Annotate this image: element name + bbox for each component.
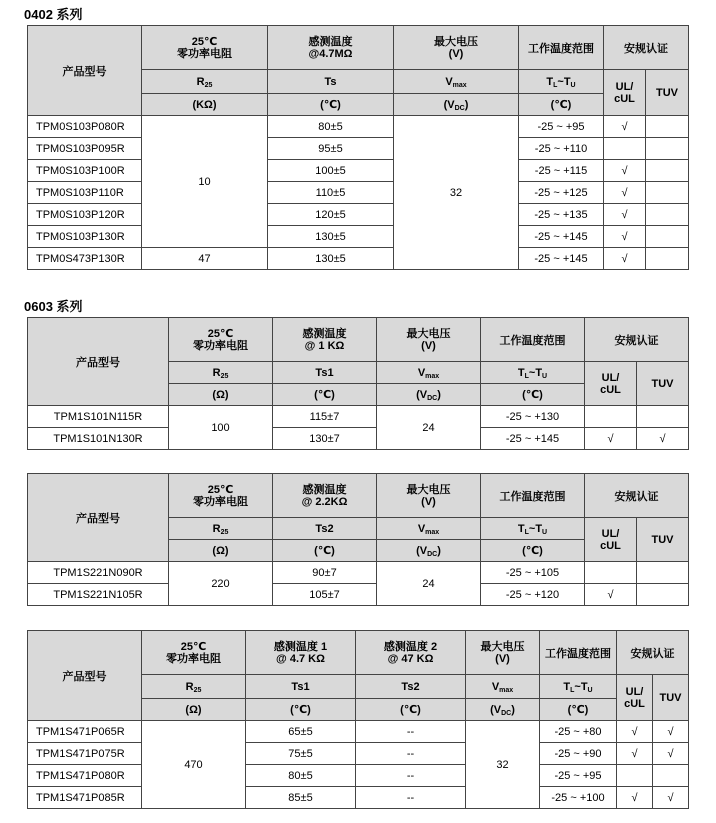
sub-tl-tu: $T_L\sim T_U$: [519, 70, 604, 94]
table-row: [28, 584, 689, 606]
tuv-cell: [646, 138, 689, 160]
sub-r25: $R_{25}$: [169, 518, 273, 540]
table-row: [28, 765, 689, 787]
header-safety-cert: 安规认证: [585, 474, 689, 518]
ts-cell: 105±7: [273, 584, 377, 606]
header-op-temp-range: 工作温度范围: [481, 474, 585, 518]
unit-r25: (Ω): [169, 540, 273, 562]
model-cell: TPM0S103P080R: [28, 116, 142, 138]
unit-vmax: $(V_{DC})$: [394, 94, 519, 116]
tuv-cell: √: [653, 721, 689, 743]
section-title-0603: 0603 系列: [24, 299, 83, 314]
table-row: [28, 562, 689, 584]
ul-cell: [585, 406, 637, 428]
tuv-cell: [646, 160, 689, 182]
ts1-cell: 65±5: [246, 721, 356, 743]
ul-cell: √: [604, 226, 646, 248]
unit-ts: (℃): [268, 94, 394, 116]
sub-ts: Ts1: [273, 362, 377, 384]
sub-vmax: $V_{max}$: [466, 675, 540, 699]
ul-cell: √: [604, 116, 646, 138]
vmax-cell: 32: [394, 116, 519, 270]
header-ul-cul: UL/ cUL: [604, 70, 646, 116]
header-sense-temp: 感测温度 @ 1 KΩ: [273, 318, 377, 362]
model-cell: TPM1S221N105R: [28, 584, 169, 606]
header-op-temp-range: 工作温度范围: [540, 631, 617, 675]
range-cell: -25 ~ +105: [481, 562, 585, 584]
unit-range: (℃): [540, 699, 617, 721]
unit-vmax: $(V_{DC})$: [377, 384, 481, 406]
range-cell: -25 ~ +80: [540, 721, 617, 743]
header-max-voltage: 最大电压 (V): [394, 26, 519, 70]
ul-cell: [604, 138, 646, 160]
table-row: [28, 138, 689, 160]
range-cell: -25 ~ +95: [540, 765, 617, 787]
header-sense-temp-1: 感测温度 1 @ 4.7 KΩ: [246, 631, 356, 675]
unit-ts: (℃): [273, 540, 377, 562]
range-cell: -25 ~ +90: [540, 743, 617, 765]
tuv-cell: [646, 248, 689, 270]
unit-r25: (Ω): [142, 699, 246, 721]
sub-ts: Ts: [268, 70, 394, 94]
unit-ts1: (℃): [246, 699, 356, 721]
ul-cell: √: [604, 160, 646, 182]
spec-table-0402: [27, 25, 689, 270]
range-cell: -25 ~ +120: [481, 584, 585, 606]
header-ul-cul: UL/ cUL: [617, 675, 653, 721]
range-cell: -25 ~ +110: [519, 138, 604, 160]
table-row: [28, 116, 689, 138]
model-cell: TPM1S471P075R: [28, 743, 142, 765]
ts2-cell: --: [356, 787, 466, 809]
header-tuv: TUV: [637, 518, 689, 562]
r25-cell: 100: [169, 406, 273, 450]
header-r25: 25℃ 零功率电阻: [142, 26, 268, 70]
model-cell: TPM0S103P120R: [28, 204, 142, 226]
sub-tl-tu: $T_L\sim T_U$: [540, 675, 617, 699]
model-cell: TPM1S221N090R: [28, 562, 169, 584]
ul-cell: √: [617, 721, 653, 743]
sub-ts1: Ts1: [246, 675, 356, 699]
sub-ts: Ts2: [273, 518, 377, 540]
model-cell: TPM1S101N130R: [28, 428, 169, 450]
ts1-cell: 75±5: [246, 743, 356, 765]
header-max-voltage: 最大电压 (V): [377, 318, 481, 362]
tuv-cell: [637, 584, 689, 606]
table-row: [28, 743, 689, 765]
range-cell: -25 ~ +145: [519, 226, 604, 248]
tuv-cell: [646, 182, 689, 204]
r25-cell: 10: [142, 116, 268, 248]
ul-cell: √: [604, 204, 646, 226]
header-max-voltage: 最大电压 (V): [466, 631, 540, 675]
table-row: [28, 204, 689, 226]
sub-ts2: Ts2: [356, 675, 466, 699]
r25-cell: 470: [142, 721, 246, 809]
header-safety-cert: 安规认证: [604, 26, 689, 70]
ts1-cell: 80±5: [246, 765, 356, 787]
range-cell: -25 ~ +95: [519, 116, 604, 138]
model-cell: TPM0S103P095R: [28, 138, 142, 160]
tuv-cell: [637, 562, 689, 584]
unit-range: (℃): [481, 384, 585, 406]
tuv-cell: [646, 116, 689, 138]
header-tuv: TUV: [637, 362, 689, 406]
ul-cell: √: [585, 428, 637, 450]
table-row: [28, 226, 689, 248]
sub-tl-tu: $T_L\sim T_U$: [481, 518, 585, 540]
header-tuv: TUV: [646, 70, 689, 116]
ul-cell: √: [617, 743, 653, 765]
unit-range: (℃): [519, 94, 604, 116]
range-cell: -25 ~ +130: [481, 406, 585, 428]
ts-cell: 100±5: [268, 160, 394, 182]
sub-vmax: $V_{max}$: [394, 70, 519, 94]
model-cell: TPM0S473P130R: [28, 248, 142, 270]
ul-cell: [585, 562, 637, 584]
range-cell: -25 ~ +145: [519, 248, 604, 270]
r25-cell: 47: [142, 248, 268, 270]
table-row: [28, 406, 689, 428]
header-tuv: TUV: [653, 675, 689, 721]
unit-range: (℃): [481, 540, 585, 562]
header-op-temp-range: 工作温度范围: [481, 318, 585, 362]
sub-r25: $R_{25}$: [169, 362, 273, 384]
ts-cell: 115±7: [273, 406, 377, 428]
tuv-cell: √: [653, 743, 689, 765]
tuv-cell: √: [637, 428, 689, 450]
tuv-cell: [646, 226, 689, 248]
header-r25: 25℃ 零功率电阻: [169, 474, 273, 518]
section-title-0402: 0402 系列: [24, 7, 83, 22]
table-row: [28, 248, 689, 270]
table-row: [28, 787, 689, 809]
ts2-cell: --: [356, 721, 466, 743]
ts-cell: 120±5: [268, 204, 394, 226]
range-cell: -25 ~ +125: [519, 182, 604, 204]
tuv-cell: √: [653, 787, 689, 809]
sub-vmax: $V_{max}$: [377, 518, 481, 540]
spec-table-0603-1k: [27, 317, 689, 450]
unit-ts2: (℃): [356, 699, 466, 721]
ts-cell: 130±5: [268, 248, 394, 270]
ts2-cell: --: [356, 765, 466, 787]
ul-cell: √: [604, 182, 646, 204]
range-cell: -25 ~ +100: [540, 787, 617, 809]
header-r25: 25℃ 零功率电阻: [169, 318, 273, 362]
ul-cell: [617, 765, 653, 787]
sub-r25: $R_{25}$: [142, 70, 268, 94]
tuv-cell: [646, 204, 689, 226]
spec-table-0603-2k2: [27, 473, 689, 606]
model-cell: TPM1S471P065R: [28, 721, 142, 743]
header-ul-cul: UL/ cUL: [585, 362, 637, 406]
sub-vmax: $V_{max}$: [377, 362, 481, 384]
header-sense-temp: 感测温度 @4.7MΩ: [268, 26, 394, 70]
model-cell: TPM0S103P100R: [28, 160, 142, 182]
header-safety-cert: 安规认证: [585, 318, 689, 362]
header-model: 产品型号: [28, 318, 169, 406]
ts-cell: 95±5: [268, 138, 394, 160]
header-model: 产品型号: [28, 631, 142, 721]
unit-vmax: $(V_{DC})$: [377, 540, 481, 562]
range-cell: -25 ~ +135: [519, 204, 604, 226]
tuv-cell: [653, 765, 689, 787]
header-r25: 25℃ 零功率电阻: [142, 631, 246, 675]
spec-table-0603-470: [27, 630, 689, 809]
model-cell: TPM0S103P110R: [28, 182, 142, 204]
model-cell: TPM0S103P130R: [28, 226, 142, 248]
table-row: [28, 182, 689, 204]
table-row: [28, 160, 689, 182]
ts-cell: 110±5: [268, 182, 394, 204]
table-row: [28, 428, 689, 450]
header-ul-cul: UL/ cUL: [585, 518, 637, 562]
ts-cell: 130±5: [268, 226, 394, 248]
ts-cell: 80±5: [268, 116, 394, 138]
ts1-cell: 85±5: [246, 787, 356, 809]
header-sense-temp: 感测温度 @ 2.2KΩ: [273, 474, 377, 518]
sub-r25: $R_{25}$: [142, 675, 246, 699]
header-safety-cert: 安规认证: [617, 631, 689, 675]
range-cell: -25 ~ +145: [481, 428, 585, 450]
header-model: 产品型号: [28, 26, 142, 116]
ts-cell: 130±7: [273, 428, 377, 450]
ts2-cell: --: [356, 743, 466, 765]
ul-cell: √: [585, 584, 637, 606]
model-cell: TPM1S101N115R: [28, 406, 169, 428]
header-model: 产品型号: [28, 474, 169, 562]
unit-ts: (℃): [273, 384, 377, 406]
model-cell: TPM1S471P080R: [28, 765, 142, 787]
ul-cell: √: [617, 787, 653, 809]
model-cell: TPM1S471P085R: [28, 787, 142, 809]
header-max-voltage: 最大电压 (V): [377, 474, 481, 518]
header-sense-temp-2: 感测温度 2 @ 47 KΩ: [356, 631, 466, 675]
header-op-temp-range: 工作温度范围: [519, 26, 604, 70]
tuv-cell: [637, 406, 689, 428]
r25-cell: 220: [169, 562, 273, 606]
unit-r25: (Ω): [169, 384, 273, 406]
vmax-cell: 24: [377, 562, 481, 606]
vmax-cell: 32: [466, 721, 540, 809]
table-row: [28, 721, 689, 743]
vmax-cell: 24: [377, 406, 481, 450]
ts-cell: 90±7: [273, 562, 377, 584]
ul-cell: √: [604, 248, 646, 270]
unit-r25: (KΩ): [142, 94, 268, 116]
range-cell: -25 ~ +115: [519, 160, 604, 182]
unit-vmax: $(V_{DC})$: [466, 699, 540, 721]
sub-tl-tu: $T_L\sim T_U$: [481, 362, 585, 384]
